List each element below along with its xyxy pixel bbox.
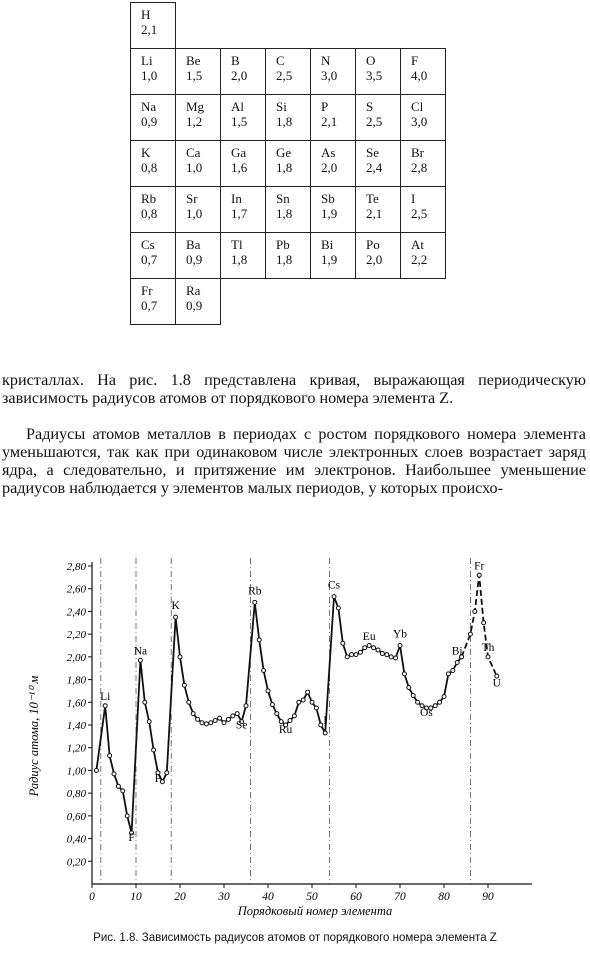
- data-point: [138, 658, 142, 662]
- electronegativity-value: 2,5: [366, 114, 383, 129]
- element-cell: [356, 95, 401, 141]
- data-point: [112, 772, 116, 776]
- electronegativity-value: 1,8: [276, 160, 293, 175]
- element-annotation: Ru: [278, 723, 293, 736]
- table-row: [131, 3, 446, 49]
- electronegativity-value: 1,8: [276, 206, 293, 221]
- table-row: [131, 279, 446, 325]
- element-symbol: F: [411, 53, 419, 68]
- element-symbol: Be: [186, 53, 201, 68]
- element-cell: [401, 141, 446, 187]
- element-cell: [176, 49, 221, 95]
- data-point: [182, 683, 186, 687]
- element-annotation: Rb: [248, 585, 262, 598]
- x-tick-label: 90: [482, 891, 494, 903]
- data-point: [187, 700, 191, 704]
- element-cell: [311, 233, 356, 279]
- element-symbol: N: [321, 53, 331, 68]
- data-point: [416, 700, 420, 704]
- data-point: [275, 712, 279, 716]
- element-symbol: Mg: [186, 99, 205, 114]
- data-point: [336, 606, 340, 610]
- y-tick-label: 2,40: [66, 606, 86, 619]
- element-annotation: Na: [133, 645, 148, 658]
- electronegativity-value: 2,5: [276, 68, 293, 83]
- data-point: [407, 686, 411, 690]
- table-row: [131, 49, 446, 95]
- data-point: [306, 690, 310, 694]
- element-symbol: Po: [366, 237, 380, 252]
- data-point: [270, 703, 274, 707]
- element-symbol: Sb: [321, 191, 335, 206]
- data-point: [323, 731, 327, 735]
- element-symbol: Cl: [411, 99, 424, 114]
- table-row: [131, 141, 446, 187]
- data-point: [411, 693, 415, 697]
- atomic-radius-chart: [0, 546, 590, 926]
- element-cell: [356, 187, 401, 233]
- data-point: [402, 672, 406, 676]
- data-point: [152, 748, 156, 752]
- element-cell: [356, 49, 401, 95]
- data-point: [314, 706, 318, 710]
- data-point: [292, 714, 296, 718]
- element-cell: [131, 233, 176, 279]
- element-symbol: H: [141, 7, 151, 22]
- electronegativity-value: 0,7: [141, 252, 158, 267]
- data-point: [200, 721, 204, 725]
- data-point: [345, 655, 349, 659]
- electronegativity-value: 2,1: [321, 114, 338, 129]
- element-symbol: S: [366, 99, 374, 114]
- element-symbol: Pb: [276, 237, 290, 252]
- element-symbol: Ca: [186, 145, 201, 160]
- electronegativity-value: 1,5: [231, 114, 248, 129]
- electronegativity-value: 2,8: [411, 160, 428, 175]
- x-tick-label: 70: [394, 891, 406, 903]
- data-point: [297, 700, 301, 704]
- electronegativity-value: 1,0: [141, 68, 158, 83]
- y-tick-label: 0,60: [66, 810, 86, 823]
- x-tick-label: 20: [174, 891, 186, 903]
- element-symbol: Sn: [276, 191, 290, 206]
- data-point: [125, 814, 129, 818]
- element-annotation: F: [128, 831, 135, 844]
- figure-caption: Рис. 1.8. Зависимость радиусов атомов от порядкового номера элемента Z: [93, 932, 497, 944]
- element-annotation: Fr: [474, 560, 485, 573]
- element-symbol: At: [411, 237, 424, 252]
- electronegativity-value: 2,1: [366, 206, 383, 221]
- data-point: [367, 644, 371, 648]
- element-cell: [131, 95, 176, 141]
- data-point: [262, 668, 266, 672]
- data-point: [165, 771, 169, 775]
- data-point: [147, 720, 151, 724]
- element-cell: [311, 141, 356, 187]
- element-symbol: Ra: [186, 283, 201, 298]
- element-cell: [131, 49, 176, 95]
- element-symbol: Rb: [141, 191, 157, 206]
- data-point: [310, 700, 314, 704]
- electronegativity-value: 2,0: [366, 252, 383, 267]
- element-annotation: Th: [481, 642, 495, 655]
- electronegativity-value: 0,7: [141, 298, 158, 313]
- electronegativity-value: 1,8: [231, 252, 248, 267]
- data-point: [191, 712, 195, 716]
- x-tick-label: 50: [306, 891, 318, 903]
- data-point: [253, 600, 257, 604]
- body-paragraph-2: Радиусы атомов металлов в периодах с ростом порядкового номера элемента уменьшаются, так как при одинаковом числе электронных слоев возрастает заряд ядра, а следовательно, и притяжение им электронов. Наибольшее уменьшение радиусов наблюдается у элементов малых периодов, у которых происхо-: [2, 425, 586, 497]
- y-tick-label: 2,60: [66, 583, 86, 596]
- element-cell: [356, 141, 401, 187]
- data-point: [442, 695, 446, 699]
- electronegativity-value: 1,5: [186, 68, 203, 83]
- element-annotation: Yb: [392, 628, 408, 641]
- y-tick-label: 0,20: [66, 856, 86, 869]
- element-cell: [311, 49, 356, 95]
- data-point: [350, 653, 354, 657]
- y-tick-label: 1,00: [66, 765, 86, 778]
- electronegativity-value: 1,7: [231, 206, 248, 221]
- data-point: [363, 646, 367, 650]
- electronegativity-value: 3,0: [411, 114, 428, 129]
- element-symbol: Sr: [186, 191, 198, 206]
- element-cell: [176, 279, 221, 325]
- data-point: [213, 718, 217, 722]
- data-point: [108, 754, 112, 758]
- element-symbol: Se: [366, 145, 379, 160]
- element-symbol: Tl: [231, 237, 243, 252]
- element-annotation: P: [154, 772, 162, 785]
- electronegativity-value: 1,6: [231, 160, 248, 175]
- electronegativity-value: 3,5: [366, 68, 383, 83]
- element-cell: [356, 233, 401, 279]
- data-point: [473, 609, 477, 613]
- electronegativity-value: 4,0: [411, 68, 428, 83]
- y-tick-label: 2,00: [66, 651, 86, 664]
- data-point: [116, 784, 120, 788]
- element-symbol: In: [231, 191, 242, 206]
- element-cell: [131, 187, 176, 233]
- element-cell: [266, 49, 311, 95]
- data-point: [121, 789, 125, 793]
- table-row: [131, 95, 446, 141]
- data-point: [372, 646, 376, 650]
- data-point: [376, 648, 380, 652]
- data-point: [468, 632, 472, 636]
- electronegativity-value: 1,0: [186, 160, 203, 175]
- x-tick-label: 80: [438, 891, 450, 903]
- electronegativity-value: 3,0: [321, 68, 338, 83]
- data-point: [486, 655, 490, 659]
- element-cell: [401, 49, 446, 95]
- electronegativity-value: 0,9: [141, 114, 158, 129]
- y-tick-label: 2,80: [66, 561, 86, 573]
- electronegativity-value: 1,8: [276, 114, 293, 129]
- data-point: [244, 704, 248, 708]
- element-cell: [266, 95, 311, 141]
- data-point: [94, 768, 98, 772]
- element-symbol: Ge: [276, 145, 292, 160]
- table-row: [131, 187, 446, 233]
- y-tick-label: 1,60: [66, 697, 86, 710]
- radius-curve-dashed: [462, 575, 497, 676]
- element-cell: [221, 187, 266, 233]
- element-symbol: O: [366, 53, 376, 68]
- element-annotation: Os: [420, 706, 433, 719]
- y-tick-label: 2,20: [66, 629, 86, 642]
- x-tick-label: 0: [89, 891, 95, 903]
- element-cell: [221, 49, 266, 95]
- element-cell: [311, 187, 356, 233]
- x-tick-label: 40: [262, 891, 274, 903]
- data-point: [438, 700, 442, 704]
- y-axis-title: Радиус атома, 10⁻¹⁰ м: [27, 675, 41, 797]
- element-symbol: Al: [231, 99, 244, 114]
- element-symbol: Si: [276, 99, 287, 114]
- electronegativity-value: 0,8: [141, 160, 158, 175]
- y-tick-label: 1,80: [66, 674, 86, 687]
- element-symbol: P: [321, 99, 329, 114]
- element-annotation: Bi: [451, 645, 463, 658]
- data-point: [226, 717, 230, 721]
- electronegativity-value: 2,2: [411, 252, 428, 267]
- element-cell: [131, 3, 176, 49]
- data-point: [398, 644, 402, 648]
- element-symbol: Li: [141, 53, 153, 68]
- element-cell: [266, 141, 311, 187]
- electronegativity-value: 1,9: [321, 252, 338, 267]
- element-annotation: Li: [100, 691, 111, 704]
- data-point: [301, 698, 305, 702]
- table-row: [131, 233, 446, 279]
- body-paragraph-1: кристаллах. На рис. 1.8 представлена кривая, выражающая периодическую зависимость радиусов атомов от порядкового номера элемента Z.: [2, 371, 586, 407]
- data-point: [380, 651, 384, 655]
- element-cell: [131, 141, 176, 187]
- data-point: [354, 653, 358, 657]
- electronegativity-value: 0,9: [186, 252, 203, 267]
- element-annotation: U: [492, 677, 501, 690]
- electronegativity-value: 1,9: [321, 206, 338, 221]
- data-point: [209, 721, 213, 725]
- element-annotation: Eu: [362, 630, 376, 643]
- element-cell: [221, 95, 266, 141]
- electronegativity-value: 2,0: [231, 68, 248, 83]
- element-cell: [176, 233, 221, 279]
- x-tick-label: 30: [218, 891, 230, 903]
- element-symbol: Cs: [141, 237, 155, 252]
- element-cell: [221, 233, 266, 279]
- electronegativity-value: 2,0: [321, 160, 338, 175]
- data-point: [196, 717, 200, 721]
- element-cell: [401, 187, 446, 233]
- y-tick-label: 1,20: [66, 742, 86, 755]
- data-point: [266, 689, 270, 693]
- data-point: [103, 704, 107, 708]
- element-symbol: Na: [141, 99, 157, 114]
- element-annotation: K: [171, 600, 180, 613]
- data-point: [385, 653, 389, 657]
- data-point: [178, 655, 182, 659]
- data-point: [174, 615, 178, 619]
- data-point: [204, 722, 208, 726]
- element-cell: [131, 279, 176, 325]
- data-point: [235, 712, 239, 716]
- y-tick-label: 0,40: [66, 833, 86, 846]
- electronegativity-value: 0,8: [141, 206, 158, 221]
- electronegativity-value: 1,0: [186, 206, 203, 221]
- data-point: [143, 700, 147, 704]
- y-tick-label: 0,80: [66, 788, 86, 801]
- data-point: [451, 668, 455, 672]
- element-cell: [401, 233, 446, 279]
- data-point: [257, 638, 261, 642]
- element-symbol: I: [411, 191, 416, 206]
- element-symbol: B: [231, 53, 240, 68]
- electronegativity-value: 2,5: [411, 206, 428, 221]
- element-cell: [266, 233, 311, 279]
- element-symbol: As: [321, 145, 336, 160]
- element-cell: [176, 95, 221, 141]
- element-symbol: Ga: [231, 145, 247, 160]
- data-point: [482, 621, 486, 625]
- electronegativity-value: 2,4: [366, 160, 383, 175]
- data-point: [231, 714, 235, 718]
- element-annotation: I: [323, 714, 328, 727]
- element-symbol: Br: [411, 145, 424, 160]
- element-symbol: Bi: [321, 237, 334, 252]
- data-point: [222, 721, 226, 725]
- element-cell: [176, 187, 221, 233]
- data-point: [389, 655, 393, 659]
- data-point: [446, 672, 450, 676]
- element-symbol: C: [276, 53, 285, 68]
- element-symbol: Fr: [141, 283, 153, 298]
- electronegativity-value: 1,2: [186, 114, 203, 129]
- element-cell: [311, 95, 356, 141]
- element-symbol: Te: [366, 191, 379, 206]
- element-annotation: Se: [235, 719, 248, 732]
- electronegativity-value: 2,1: [141, 22, 158, 37]
- element-annotation: Cs: [327, 579, 341, 592]
- element-cell: [221, 141, 266, 187]
- electronegativity-value: 1,8: [276, 252, 293, 267]
- data-point: [288, 718, 292, 722]
- data-point: [394, 656, 398, 660]
- element-cell: [176, 141, 221, 187]
- y-tick-label: 1,40: [66, 720, 86, 732]
- element-cell: [401, 95, 446, 141]
- element-symbol: Ba: [186, 237, 201, 252]
- element-symbol: K: [141, 145, 151, 160]
- data-point: [358, 650, 362, 654]
- data-point: [218, 716, 222, 720]
- data-point: [433, 704, 437, 708]
- data-point: [319, 723, 323, 727]
- x-tick-label: 60: [350, 891, 362, 903]
- data-point: [341, 641, 345, 645]
- x-axis-title: Порядковый номер элемента: [237, 904, 393, 918]
- element-cell: [266, 187, 311, 233]
- x-tick-label: 10: [130, 891, 142, 903]
- data-point: [455, 661, 459, 665]
- data-point: [477, 573, 481, 577]
- data-point: [332, 595, 336, 599]
- electronegativity-value: 0,9: [186, 298, 203, 313]
- electronegativity-table: [130, 2, 446, 325]
